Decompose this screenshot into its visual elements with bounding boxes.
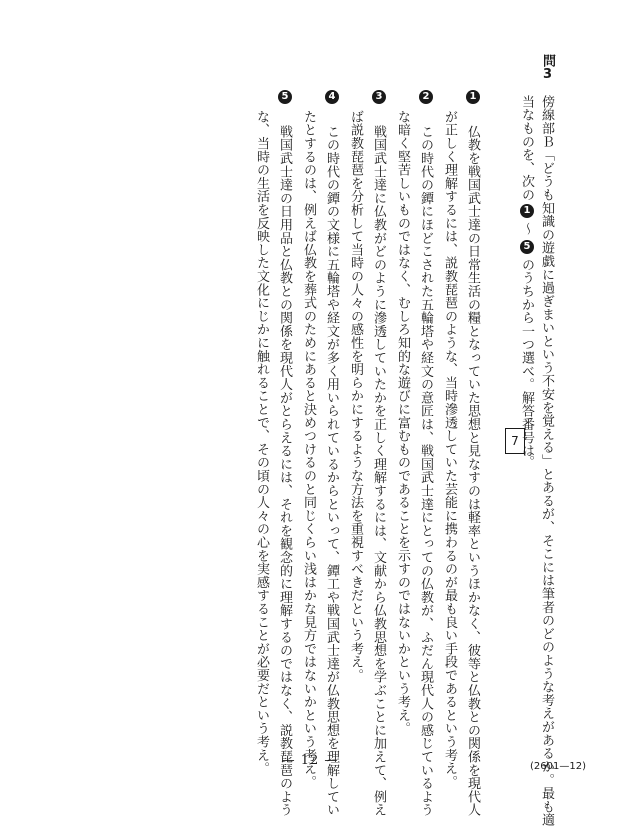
range-separator: 〜 [519, 222, 534, 236]
option-2-mark: 2 [419, 90, 433, 104]
range-end-mark: 5 [520, 240, 534, 254]
question-stem-end: 。 [519, 455, 534, 469]
option-1-line-1: 仏教を戦国武士達の日常生活の糧となっていた思想と見なすのは軽率というほかなく、彼等と仏教との関係を現代人 [465, 125, 480, 817]
option-3-mark: 3 [372, 90, 386, 104]
question-number: 問3 [540, 54, 555, 82]
option-1-mark: 1 [466, 90, 480, 104]
option-2-line-2: な暗く堅苦しいものではなく、むしろ知的な遊びに富むものであることを示すのではないかという考え。 [395, 110, 410, 736]
option-2-line-1: この時代の鐔にほどこされた五輪塔や経文の意匠は、戦国武士達にとっての仏教が、ふだん現代人の感じているよう [418, 125, 433, 817]
option-5-line-2: な、当時の生活を反映した文化にじかに触れることで、その頃の人々の心を実感することが必要だという考え。 [254, 110, 269, 775]
option-4-line-1: この時代の鐔の文様に五輪塔や経文が多く用いられているからといって、鐔工や戦国武士達が仏教思想を理解してい [324, 125, 339, 817]
question-stem-line-1: 傍線部Ｂ「どうも知識の遊戯に過ぎまいという不安を覚える」とあるが、そこには筆者のどのような考えがあるか。最も適 [539, 95, 554, 827]
question-stem-line-2a: 当なものを、次の [519, 95, 534, 202]
option-5-mark: 5 [278, 90, 292, 104]
answer-number-box: 7 [505, 428, 525, 454]
option-3-line-2: ば説教琵琶を分析して当時の人々の感性を明らかにするような方法を重視すべきだという考え。 [348, 110, 363, 682]
range-start-mark: 1 [520, 204, 534, 218]
option-4-line-2: たとするのは、例えば仏教を葬式のためにあると決めつけるのと同じくらい浅はかな見方ではないかという考え。 [301, 110, 316, 789]
option-1-line-2: が正しく理解するには、説教琵琶のような、当時滲透していた芸能に携わるのが最も良い手段であるという考え。 [442, 110, 457, 789]
option-3-line-1: 戦国武士達に仏教がどのように滲透していたかを正しく理解するには、文献から仏教思想を学ぶことに加えて、例え [371, 125, 386, 817]
option-5-line-1: 戦国武士達の日用品と仏教との関係を現代人がとらえるには、それを観念的に理解するのではなく、説教琵琶のよう [277, 125, 292, 817]
page-number: — 12 — [281, 753, 339, 768]
option-4-mark: 4 [325, 90, 339, 104]
question-stem-line-2b: のうちから一つ選べ。解答番号は [519, 258, 534, 458]
exam-code: (2601—12) [530, 761, 586, 772]
